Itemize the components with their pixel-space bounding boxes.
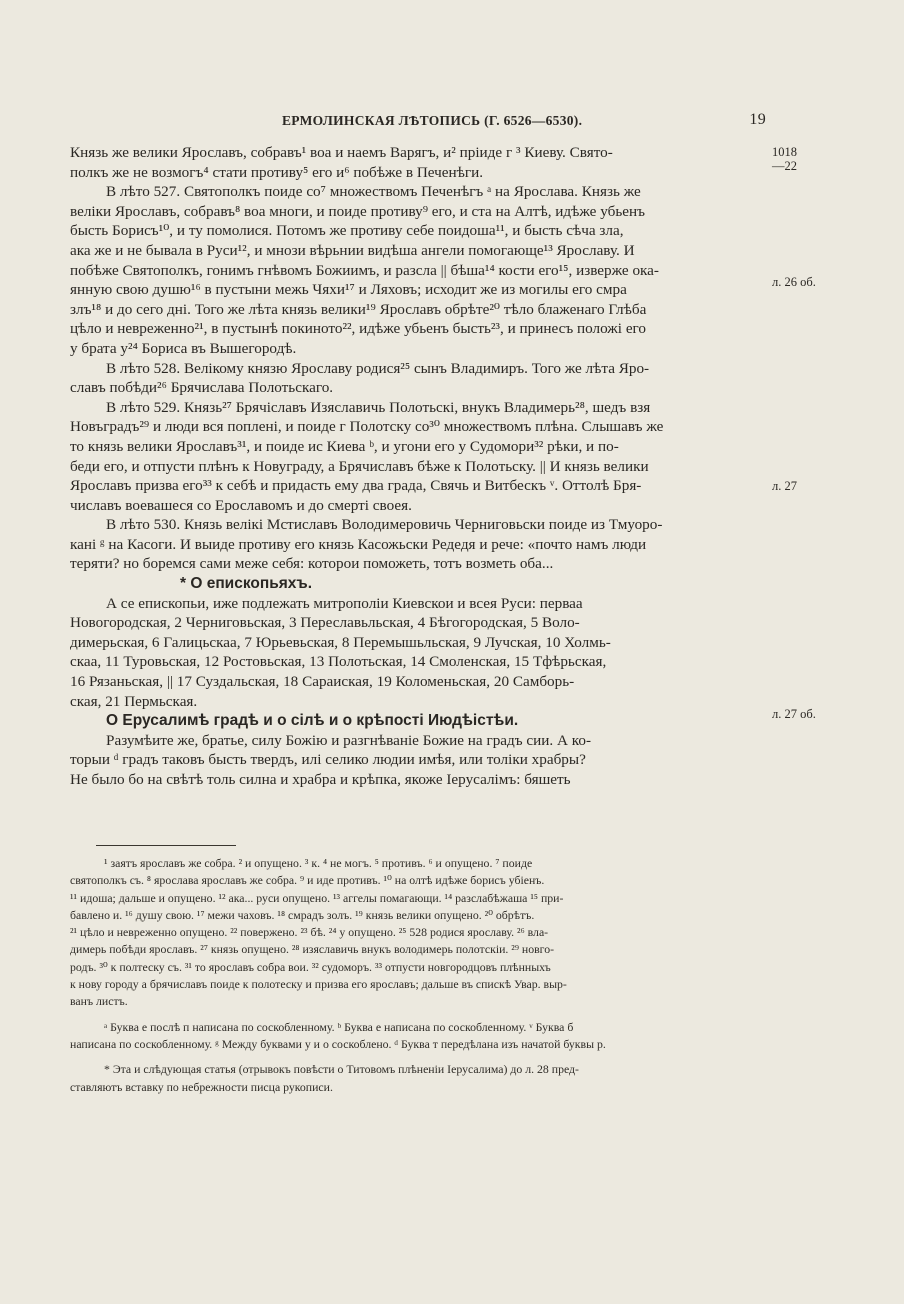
section-heading: О Ерусалимѣ градѣ и о сілѣ и о крѣпості Июдѣістѣи.: [106, 712, 519, 730]
text-line: янную свою душю¹⁶ в пустыни межь Чяхи¹⁷ и Ляховъ; исходит же из могилы его смра: [70, 281, 627, 299]
text-line: славъ побѣди²⁶ Брячислава Полотьскаго.: [70, 379, 334, 397]
text-line: бысть Борисъ¹⁰, и ту помолися. Потомъ же противу себе поидоша¹¹, и бысть сѣча зла,: [70, 222, 624, 240]
text-line: Ярославъ призва его³³ к себѣ и придасть ему два града, Свячь и Витбескъ ᵛ. Оттолѣ Бря-: [70, 477, 642, 495]
text-line: В лѣто 528. Велікому князю Ярославу родися²⁵ сынъ Владимиръ. Того же лѣта Яро-: [106, 359, 650, 377]
text-line: торыи ᵈ градъ таковъ бысть твердъ, илі селико людии имѣя, или толіки храбры?: [70, 751, 586, 769]
text-line: ская, 21 Пермьская.: [70, 692, 198, 710]
footnote-line: ²¹ цѣло и невреженно опущено. ²² повержено. ²³ бѣ. ²⁴ у опущено. ²⁵ 528 родися ярославу. ²⁶ вла-: [70, 925, 549, 940]
footnote-line: димерь побѣди ярославъ. ²⁷ князь опущено. ²⁸ изяславичь внукъ володимерь полотскіи. ²⁹ новго-: [70, 942, 555, 957]
text-line: ака же и не бывала в Руси¹², и мнози вѣрьнии видѣша ангели помогающе¹³ Ярославу. И: [70, 241, 635, 259]
text-line: Не было бо на свѣтѣ толь силна и храбра и крѣпка, якоже Іерусалімъ: бяшеть: [70, 771, 571, 788]
text-line: цѣло и невреженно²¹, в пустынѣ покиното²², идѣже убьенъ бысть²³, и принесъ положі его: [70, 320, 647, 338]
margin-leaf-ref: л. 27: [772, 479, 797, 493]
text-line: числавъ воевашеся со Ерославомъ и до смерті своея.: [70, 496, 412, 514]
text-line: Разумѣите же, братье, силу Божію и разгнѣваніе Божие на градъ сии. А ко-: [106, 731, 592, 749]
text-line: то князь велики Ярославъ³¹, и поиде ис Киева ᵇ, и угони его у Судомори³² рѣки, и по-: [70, 437, 619, 455]
main-text: [70, 143, 766, 790]
text-line: В лѣто 529. Князь²⁷ Брячіславъ Изяславичь Полотьскі, внукъ Владимерь²⁸, шедъ взя: [106, 398, 651, 416]
star-note-line: ставляютъ вставку по небрежности писца рукописи.: [70, 1079, 333, 1094]
text-line: побѣже Святополкъ, гонимъ гнѣвомъ Божиимъ, и разсла || бѣша¹⁴ кости его¹⁵, изверже ока-: [70, 261, 659, 279]
text-line: веліки Ярославъ, собравъ⁸ воа многи, и поиде противу⁹ его, и ста на Алтѣ, идѣже убьенъ: [70, 202, 645, 220]
text-line: А се епископьи, иже подлежать митрополіи Киевскои и всея Руси: перваа: [106, 594, 583, 612]
text-line: полкъ же не возмогъ⁴ стати противу⁵ его и⁶ побѣже в Печенѣги.: [70, 163, 484, 181]
footnote-line: ¹ заятъ ярославъ же собра. ² и опущено. ³ к. ⁴ не могъ. ⁵ противъ. ⁶ и опущено. ⁷ поиде: [104, 856, 533, 870]
footnote-line: ¹¹ идоша; дальше и опущено. ¹² ака... руси опущено. ¹³ аггелы помагающи. ¹⁴ разслабѣжаша ¹⁵ при-: [70, 890, 564, 905]
margin-leaf-ref: л. 27 об.: [772, 707, 816, 721]
text-line: кані ᵍ на Касоги. И выиде противу его князь Касожьски Редедя и рече: «почто намъ люди: [70, 535, 647, 553]
footnote-line: к нову городу а брячиславъ поиде к полотеску и призва его ярославъ; дальше въ спискѣ Увар. выр-: [70, 977, 567, 992]
margin-year-range: 1018: [772, 145, 797, 159]
section-heading: * О епископьяхъ.: [180, 575, 313, 593]
page-number: 19: [749, 111, 766, 128]
footnote-line: ванъ листъ.: [70, 994, 128, 1009]
running-title: ЕРМОЛИНСКАЯ ЛѢТОПИСЬ (Г. 6526—6530).: [282, 113, 583, 128]
text-line: димерьская, 6 Галицьскаа, 7 Юрьевьская, 8 Перемышьльская, 9 Лучская, 10 Холмь-: [70, 633, 611, 651]
letter-note-line: написана по соскобленному. ᵍ Между буквами у и о соскоблено. ᵈ Буква т передѣлана изъ начатой буквы р.: [70, 1036, 606, 1051]
footnote-line: родъ. ³⁰ к полтеску съ. ³¹ то ярославъ собра вои. ³² судоморъ. ³³ отпусти новгородцовъ плѣнныхъ: [70, 959, 551, 974]
star-note-line: * Эта и слѣдующая статья (отрывокъ повѣсти о Титовомъ плѣненіи Іерусалима) до л. 28 пред-: [104, 1062, 579, 1077]
text-line: у брата у²⁴ Бориса въ Вышегородѣ.: [70, 339, 297, 357]
text-line: злъ¹⁸ и до сего дні. Того же лѣта князь велики¹⁹ Ярославъ обрѣте²⁰ тѣло блаженаго Глѣба: [70, 300, 647, 318]
text-line: беди его, и отпусти плѣнъ к Новуграду, а Брячиславъ бѣже к Полотьску. || И князь велики: [70, 457, 649, 475]
footnote-rule: [96, 845, 236, 846]
text-line: Новъградъ²⁹ и люди вся поплені, и поиде г Полотску со³⁰ множествомъ плѣна. Слышавъ же: [70, 418, 664, 436]
text-line: 16 Рязаньская, || 17 Суздальская, 18 Сараиская, 19 Коломеньская, 20 Самборь-: [70, 673, 575, 691]
footnotes: [70, 855, 766, 1096]
text-line: В лѣто 527. Святополкъ поиде со⁷ множествомъ Печенѣгъ ᵃ на Ярослава. Князь же: [106, 183, 641, 201]
margin-year-range: —22: [772, 159, 797, 173]
footnote-line: бавлено и. ¹⁶ душу свою. ¹⁷ межи чаховъ. ¹⁸ смрадъ золъ. ¹⁹ князь велики опущено. ²⁰ обрѣтъ.: [70, 907, 535, 922]
text-line: теряти? но боремся сами меже себя: которои поможеть, тотъ возметь оба...: [70, 555, 554, 573]
text-line: Новогородская, 2 Черниговьская, 3 Переславьльская, 4 Бѣгогородская, 5 Воло-: [70, 614, 580, 632]
text-line: Князь же велики Ярославъ, собравъ¹ воа и наемъ Варягъ, и² пріиде г ³ Киеву. Свято-: [70, 144, 613, 161]
text-line: скаа, 11 Туровьская, 12 Ростовьская, 13 Полотьская, 14 Смоленская, 15 Тфѣрьская,: [70, 653, 607, 671]
letter-note-line: ᵃ Буква е послѣ п написана по соскобленному. ᵇ Буква е написана по соскобленному. ᵛ Буква б: [104, 1019, 574, 1034]
text-line: В лѣто 530. Князь велікі Мстиславъ Володимеровичь Черниговьски поиде из Тмуоро-: [106, 516, 663, 534]
margin-leaf-ref: л. 26 об.: [772, 275, 816, 289]
footnote-line: святополкъ съ. ⁸ ярослава ярославъ же собра. ⁹ и иде противъ. ¹⁰ на олтѣ идѣже борисъ убіенъ.: [70, 873, 545, 888]
